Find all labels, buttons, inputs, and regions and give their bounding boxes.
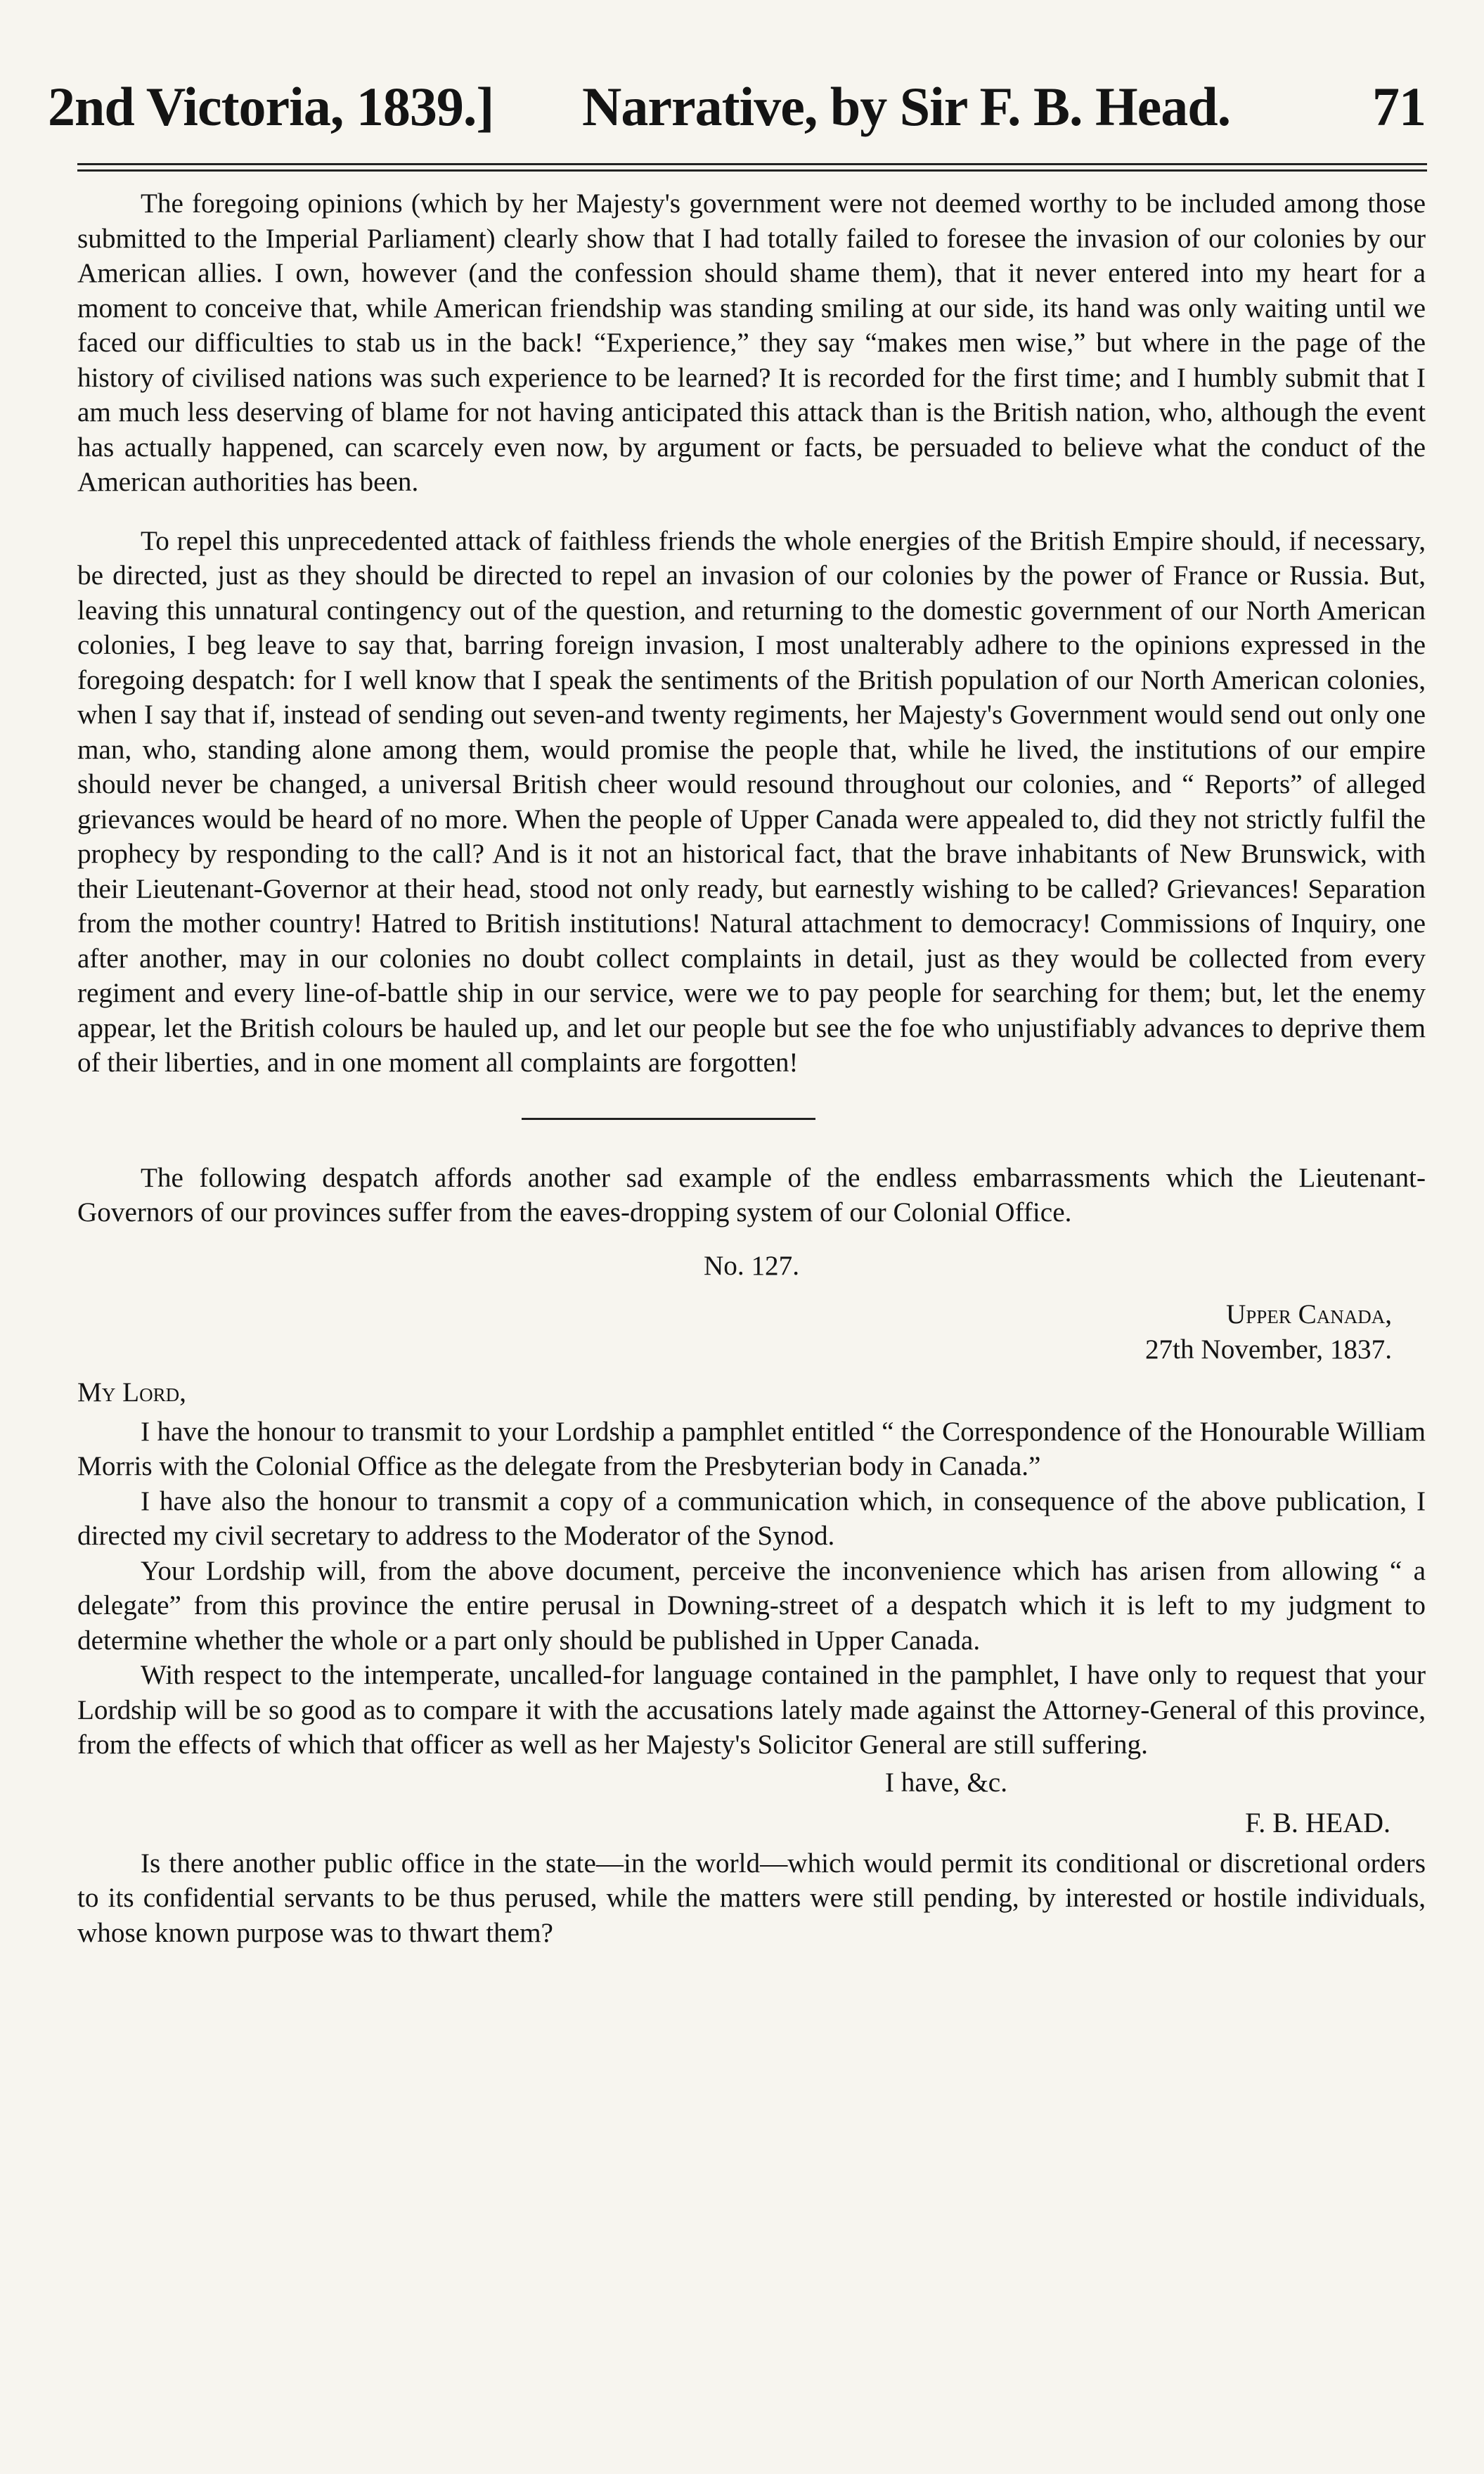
despatch-number: No. 127. [703,1250,800,1281]
paragraph-public-office-question: Is there another public office in the state—in the world—which would permit its conditional or discretional orders to its confidential servants to be thus perused, while the matters were still pending, by interested or hostile individuals, whose known purpose was to thwart them? [77,1848,1426,1948]
main-text [77,186,1426,1950]
letter-place: Upper Canada, [1225,1299,1392,1329]
letter-signature: F. B. HEAD. [1245,1807,1391,1838]
letter-closing: I have, &c. [884,1767,1007,1798]
paragraph-following-despatch: The following despatch affords another sad example of the endless embarrassments which the Lieutenant-Governors of our provinces suffer from the eaves-dropping system of our Colonial Office. [77,1162,1426,1228]
letter-paragraph-delegate: Your Lordship will, from the above document, perceive the inconvenience which has arisen from allowing “ a delegate” from this province the entire perusal in Downing-street of a despatch which it is left to my judgment to determine whether the whole or a part only should be published in Upper Canada. [77,1555,1426,1656]
section-divider [522,1118,815,1120]
paragraph-foregoing-opinions: The foregoing opinions (which by her Majesty's government were not deemed worthy to be included among those submitted to the Imperial Parliament) clearly show that I had totally failed to foresee the invasion of our colonies by our American allies. I own, however (and the confession should shame them), that it never entered into my heart for a moment to conceive that, while American friendship was standing smiling at our side, its hand was only waiting until we faced our difficulties to stab us in the back! “Experience,” they say “makes men wise,” but where in the page of the history of civilised nations was such experience to be learned? It is recorded for the first time; and I humbly submit that I am much less deserving of blame for not having anticipated this attack than is the British nation, who, although the event has actually happened, can scarcely even now, by argument or facts, be persuaded to believe what the conduct of the American authorities has been. [77,188,1426,497]
letter-date: 27th November, 1837. [1144,1334,1392,1365]
running-header [48,65,1426,149]
letter-paragraph-communication: I have also the honour to transmit a copy of a communication which, in consequence of the above publication, I directed my civil secretary to address to the Moderator of the Synod. [77,1486,1426,1551]
page-number: 71 [1372,76,1426,137]
letter-salutation: My Lord, [77,1377,186,1407]
paragraph-repel-attack: To repel this unprecedented attack of faithless friends the whole energies of the British Empire should, if necessary, be directed, just as they should be directed to repel an invasion of our colonies by the power of France or Russia. But, leaving this unnatural contingency out of the question, and returning to the domestic government of our North American colonies, I beg leave to say that, barring foreign invasion, I most unalterably adhere to the opinions expressed in the foregoing despatch: for I well know that I speak the sentiments of the British population of our North American colonies, when I say that if, instead of sending out seven-and twenty regiments, her Majesty's Government would send out only one man, who, standing alone among them, would promise the people that, while he lived, the institutions of our empire should never be changed, a universal British cheer would resound throughout our colonies, and “ Reports” of alleged grievances would be heard of no more. When the people of Upper Canada were appealed to, did they not strictly fulfil the prophecy by responding to the call? And is it not an historical fact, that the brave inhabitants of New Brunswick, with their Lieutenant-Governor at their head, stood not only ready, but earnestly wishing to be called? Grievances! Separation from the mother country! Hatred to British institutions! Natural attachment to democracy! Commissions of Inquiry, one after another, may in our colonies no doubt collect complaints in detail, just as they would be collected from every regiment and every line-of-battle ship in our service, were we to pay people for searching for them; but, let the enemy appear, let the British colours be hauled up, and let our people but see the foe who unjustifiably advances to deprive them of their liberties, and in one moment all complaints are forgotten! [77,525,1426,1078]
letter-paragraph-intemperate-language: With respect to the intemperate, uncalled-for language contained in the pamphlet, I have only to request that your Lordship will be so good as to compare it with the accusations lately made against the Attorney-General of this province, from the effects of which that officer as well as her Majesty's Solicitor General are still suffering. [77,1660,1426,1760]
header-title: Narrative, by Sir F. B. Head. [582,76,1231,137]
header-double-rule [77,163,1427,172]
header-reign-year: 2nd Victoria, 1839.] [48,76,494,137]
letter-paragraph-pamphlet: I have the honour to transmit to your Lordship a pamphlet entitled “ the Correspondence of the Honourable William Morris with the Colonial Office as the delegate from the Presbyterian body in Canada.” [77,1416,1426,1481]
